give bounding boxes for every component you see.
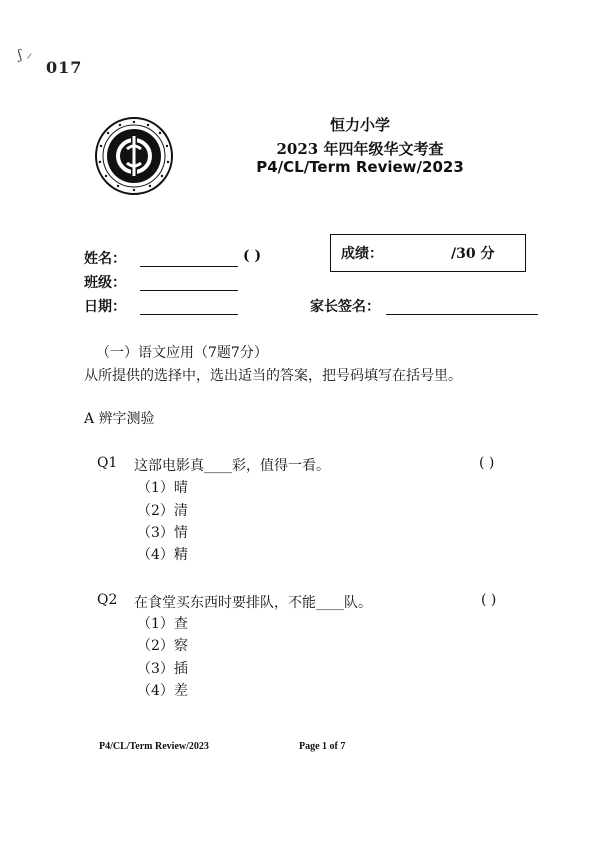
exam-title: 2023 年四年级华文考查 (276, 140, 444, 158)
exam-code: P4/CL/Term Review/2023 (256, 158, 464, 176)
date-field[interactable] (140, 314, 238, 315)
option-item: （4）差 (137, 683, 188, 699)
school-logo-icon (94, 116, 174, 196)
answer-brackets[interactable]: ( ) (479, 455, 495, 471)
section-instruction: 从所提供的选择中，选出适当的答案，把号码填写在括号里。 (84, 368, 462, 384)
option-item: （3）插 (137, 661, 188, 677)
footer-code: P4/CL/Term Review/2023 (99, 741, 209, 752)
date-label: 日期： (84, 299, 126, 315)
option-item: （2）察 (137, 638, 188, 654)
index-number-brackets[interactable]: ( ) (243, 248, 262, 264)
question-text: 这部电影真____彩，值得一看。 (134, 458, 330, 474)
question-number: Q2 (97, 592, 118, 608)
option-item: （3）情 (137, 525, 188, 541)
name-label: 姓名： (84, 251, 126, 267)
name-field[interactable] (140, 266, 238, 267)
score-label: 成绩： (341, 246, 383, 262)
cut-off-page-number: 017 (46, 58, 83, 77)
question-number: Q1 (97, 455, 118, 471)
stray-pen-mark: ʃ ⸝ (17, 46, 34, 63)
part-a-heading: A 辨字测验 (84, 411, 155, 427)
page-number: Page 1 of 7 (299, 741, 346, 752)
option-item: （1）查 (137, 616, 188, 632)
question-text: 在食堂买东西时要排队，不能____队。 (134, 595, 372, 611)
class-field[interactable] (140, 290, 238, 291)
parent-signature-field[interactable] (386, 314, 538, 315)
score-total: /30 分 (451, 246, 495, 262)
answer-brackets[interactable]: ( ) (481, 592, 497, 608)
option-item: （4）精 (137, 547, 188, 563)
option-item: （2）清 (137, 503, 188, 519)
option-item: （1）晴 (137, 480, 188, 496)
school-name: 恒力小学 (329, 116, 390, 134)
section-heading: （一）语文应用（7题7分） (96, 345, 268, 361)
class-label: 班级： (84, 275, 126, 291)
score-box (330, 234, 526, 272)
parent-signature-label: 家长签名： (310, 299, 380, 315)
